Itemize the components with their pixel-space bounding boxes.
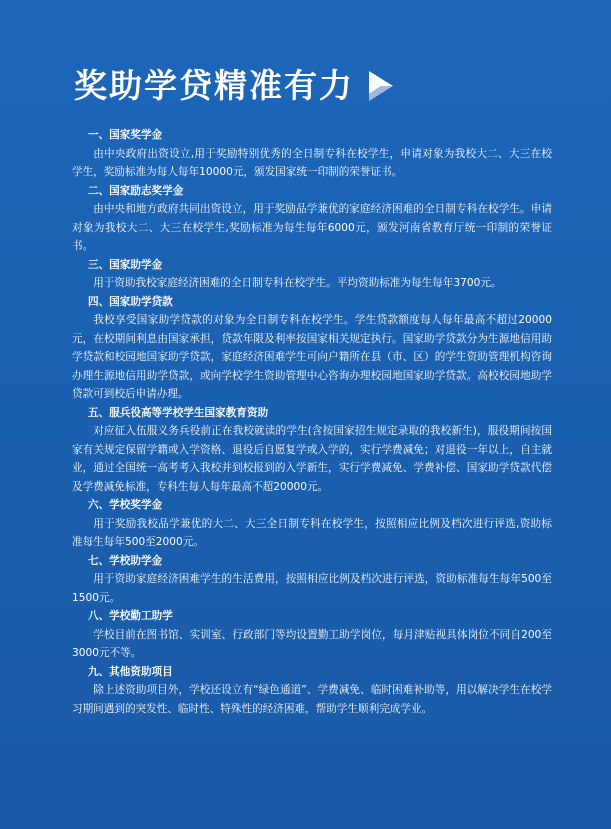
aid-sections xyxy=(72,126,552,718)
page-header xyxy=(74,66,396,106)
section-body: 除上述资助项目外，学校还设立有“绿色通道”、学费减免、临时困难补助等，用以解决学生在校学习期间遇到的突发性、临时性、特殊性的经济困难，帮助学生顺利完成学业。 xyxy=(72,684,552,715)
section-body: 学校目前在图书馆、实训室、行政部门等均设置勤工助学岗位，每月津贴视具体岗位不同自200至3000元不等。 xyxy=(72,628,552,659)
section-heading: 八、学校勤工助学 xyxy=(88,610,173,622)
section-school-grant xyxy=(72,552,552,608)
section-body: 我校享受国家助学贷款的对象为全日制专科在校学生。学生贷款额度每人每年最高不超过20000元，在校期间利息由国家承担，贷款年限及利率按国家相关规定执行。国家助学贷款分为生源地信用助学贷款和校园地国家助学贷款，家庭经济困难学生可向户籍所在县（市、区）的学生资助管理机构咨询办理生源地信用助学贷款，或向学校学生资助管理中心咨询办理校园地国家助学贷款。高校校园地助学贷款可到校后申请办理。 xyxy=(72,314,552,400)
chevron-right-icon xyxy=(366,69,396,103)
section-heading: 七、学校助学金 xyxy=(88,554,163,567)
section-school-scholarship xyxy=(72,496,552,552)
section-heading: 五、服兵役高等学校学生国家教育资助 xyxy=(88,406,269,419)
section-national-student-loan xyxy=(72,293,552,404)
section-body: 用于奖励我校品学兼优的大二、大三全日制专科在校学生，按照相应比例及档次进行评选,资助标准每生每年500至2000元。 xyxy=(72,517,552,548)
section-national-scholarship xyxy=(72,126,552,182)
section-body: 由中央政府出资设立,用于奖励特别优秀的全日制专科在校学生，申请对象为我校大二、大三在校学生，奖励标准为每人每年10000元，颁发国家统一印制的荣誉证书。 xyxy=(72,147,552,178)
section-heading: 四、国家助学贷款 xyxy=(88,295,173,308)
section-heading: 一、国家奖学金 xyxy=(88,129,163,141)
section-national-encouragement-scholarship xyxy=(72,182,552,256)
section-body: 用于资助我校家庭经济困难的全日制专科在校学生。平均资助标准为每生每年3700元。 xyxy=(93,277,502,289)
section-heading: 九、其他资助项目 xyxy=(88,665,173,678)
section-body: 由中央和地方政府共同出资设立，用于奖励品学兼优的家庭经济困难的全日制专科在校学生。申请对象为我校大二、大三在校学生,奖励标准为每生每年6000元，颁发河南省教育厅统一印制的荣誉证书。 xyxy=(72,203,552,252)
section-heading: 六、学校奖学金 xyxy=(88,499,163,511)
section-body: 对应征入伍服义务兵役前正在我校就读的学生(含按国家招生规定录取的我校新生)，服役期间按国家有关规定保留学籍或入学资格、退役后自愿复学或入学的，实行学费减免；对退役一年以上，自主就业，通过全国统一高考考入我校并到校报到的入学新生，实行学费减免、学费补偿、国家助学贷款代偿及学费减免标准，专科生每人每年最高不超20000元。 xyxy=(72,425,552,493)
section-heading: 三、国家助学金 xyxy=(88,258,163,271)
section-body: 用于资助家庭经济困难学生的生活费用，按照相应比例及档次进行评选，资助标准每生每年500至1500元。 xyxy=(72,573,552,604)
section-military-service-aid xyxy=(72,404,552,497)
section-national-grant xyxy=(72,256,552,293)
page-title: 奖助学贷精准有力 xyxy=(74,66,354,105)
section-heading: 二、国家励志奖学金 xyxy=(88,184,184,197)
section-work-study xyxy=(72,607,552,663)
section-other-aid xyxy=(72,663,552,719)
